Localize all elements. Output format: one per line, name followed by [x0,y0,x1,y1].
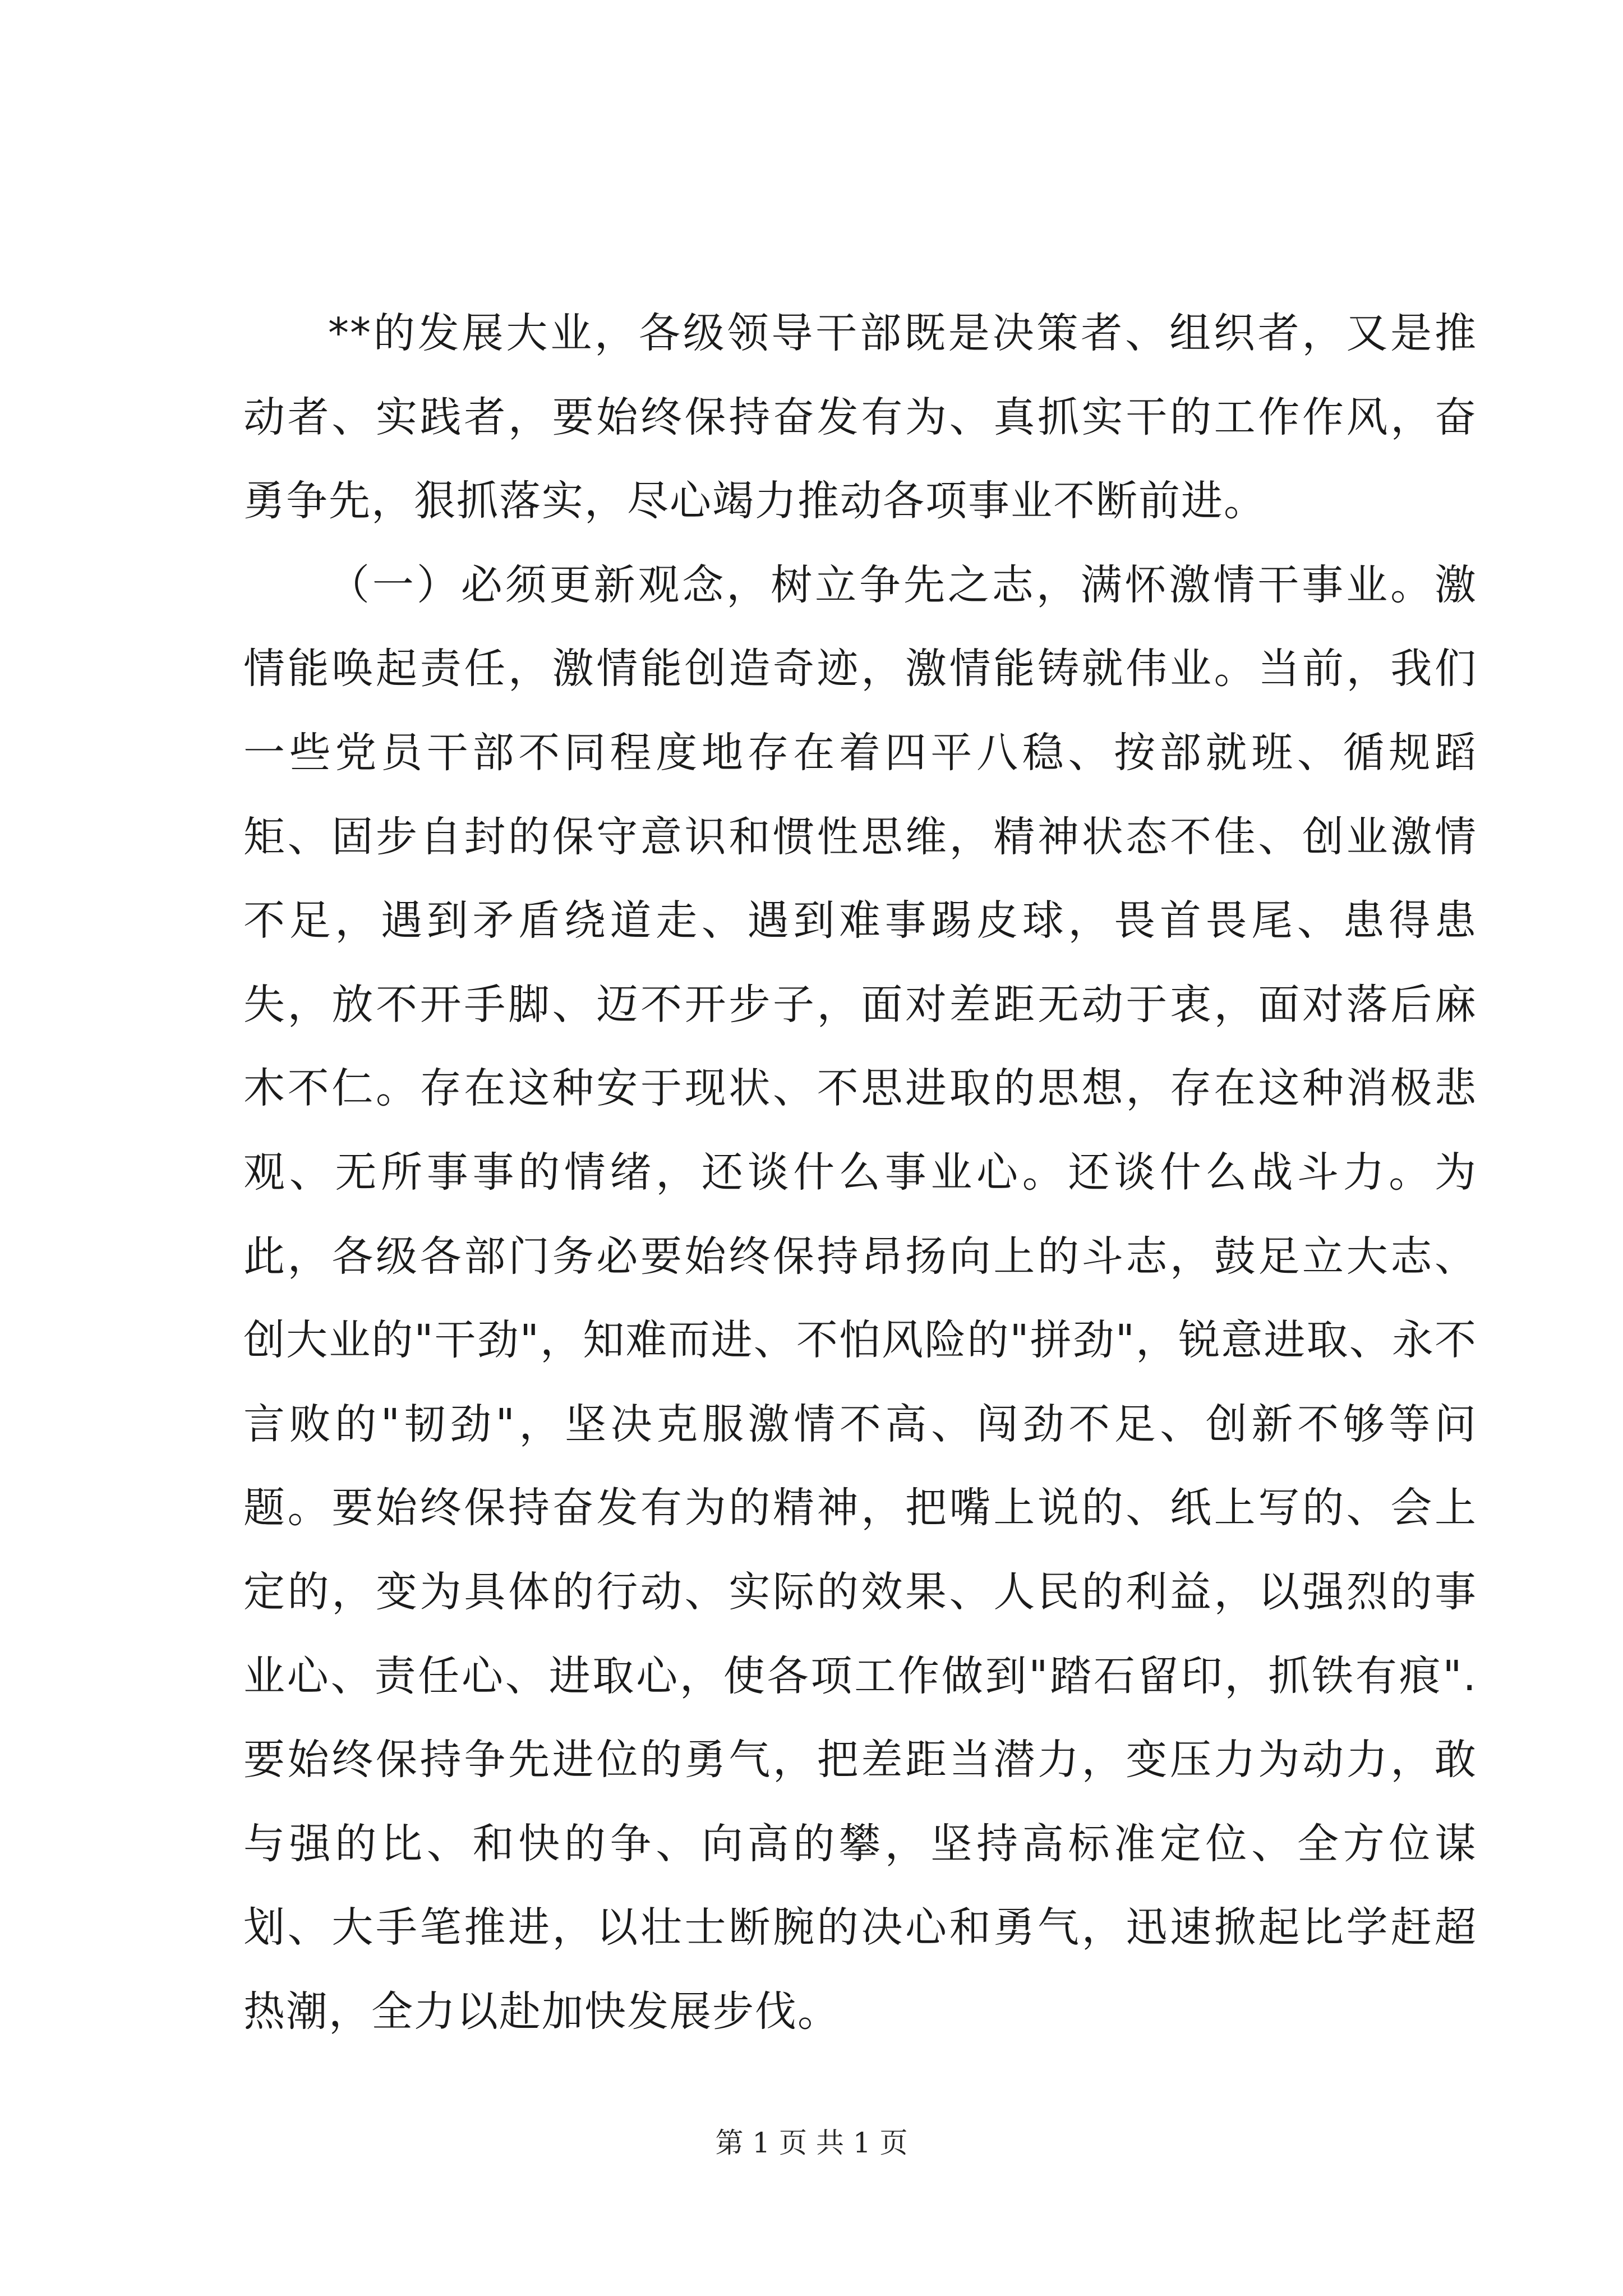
paragraph-intro: **的发展大业，各级领导干部既是决策者、组织者，又是推动者、实践者，要始终保持奋发有为、真抓实干的工作作风，奋勇争先，狠抓落实，尽心竭力推动各项事业不断前进。 [243,309,1477,526]
document-body [243,292,1477,2054]
page-footer [0,2126,1623,2160]
page-number-label: 第 1 页 共 1 页 [715,2127,908,2159]
paragraph-section-1: （一）必须更新观念，树立争先之志，满怀激情干事业。激情能唤起责任，激情能创造奇迹，激情能铸就伟业。当前，我们一些党员干部不同程度地存在着四平八稳、按部就班、循规蹈矩、固步自封的保守意识和惯性思维，精神状态不佳、创业激情不足，遇到矛盾绕道走、遇到难事踢皮球，畏首畏尾、患得患失，放不开手脚、迈不开步子，面对差距无动于衷，面对落后麻木不仁。存在这种安于现状、不思进取的思想，存在这种消极悲观、无所事事的情绪，还谈什么事业心。还谈什么战斗力。为此，各级各部门务必要始终保持昂扬向上的斗志，鼓足立大志、创大业的"干劲"，知难而进、不怕风险的"拼劲"，锐意进取、永不言败的"韧劲"，坚决克服激情不高、闯劲不足、创新不够等问题。要始终保持奋发有为的精神，把嘴上说的、纸上写的、会上定的，变为具体的行动、实际的效果、人民的利益，以强烈的事业心、责任心、进取心，使各项工作做到"踏石留印，抓铁有痕".要始终保持争先进位的勇气，把差距当潜力，变压力为动力，敢与强的比、和快的争、向高的攀，坚持高标准定位、全方位谋划、大手笔推进，以壮士断腕的决心和勇气，迅速掀起比学赶超热潮，全力以赴加快发展步伐。 [243,560,1477,2036]
